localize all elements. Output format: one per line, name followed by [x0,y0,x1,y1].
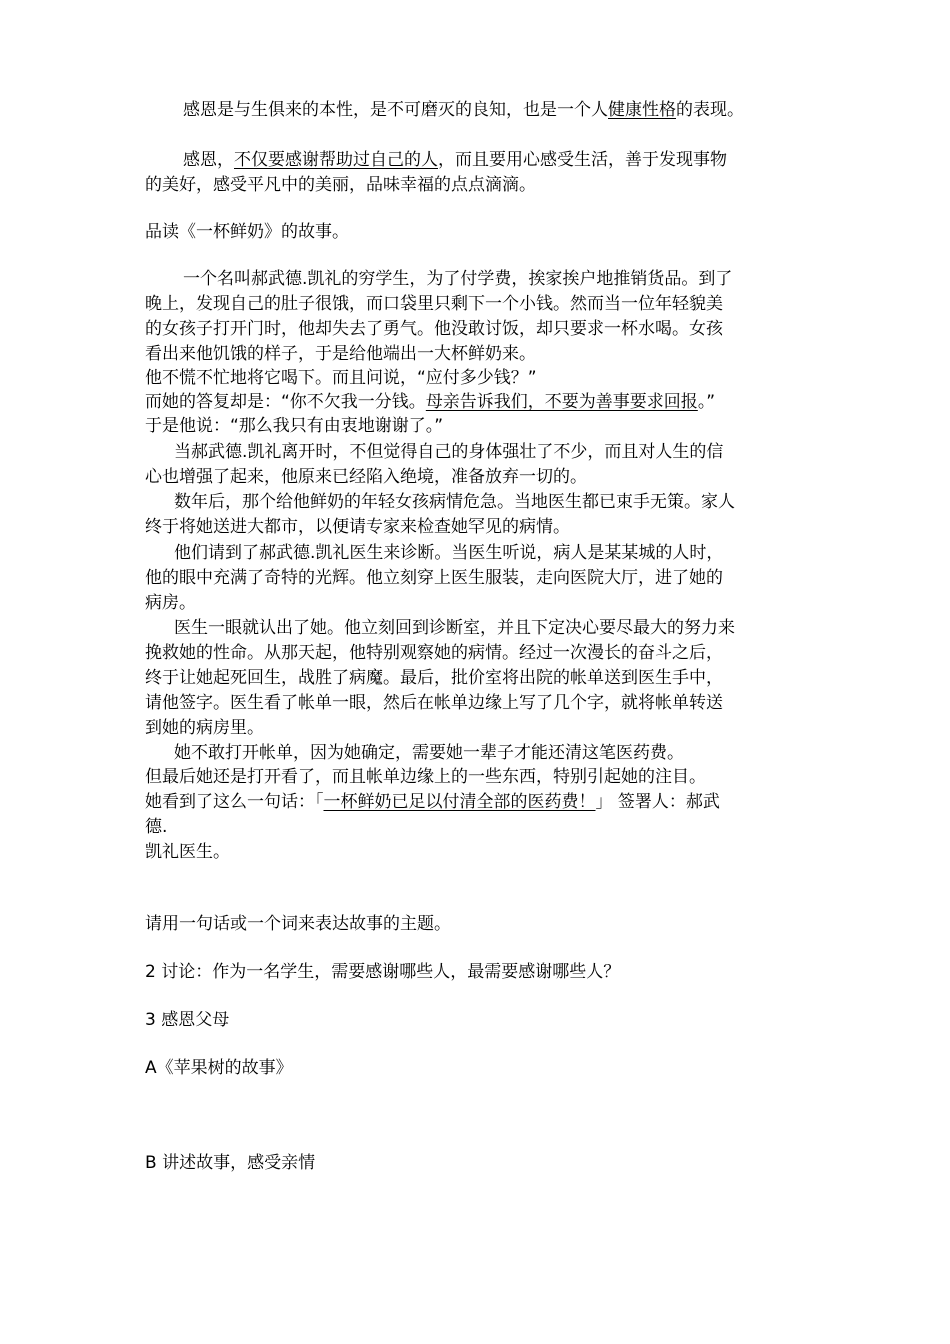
paragraph-gratitude-line-2: 的美好，感受平凡中的美丽，品味幸福的点点滴滴。 [145,175,536,195]
story-line: 德. [145,817,168,837]
text: 。” [697,392,716,412]
question-discussion: 2 讨论：作为一名学生，需要感谢哪些人，最需要感谢哪些人？ [145,962,621,982]
underlined-text: 一杯鲜奶已足以付清全部的医药费！ [323,792,596,812]
story-line: 晚上，发现自己的肚子很饿，而口袋里只剩下一个小钱。然而当一位年轻貌美 [145,294,723,314]
text: 」 签署人：郝武 [595,792,720,812]
story-line: 但最后她还是打开看了，而且帐单边缘上的一些东西，特别引起她的注目。 [145,767,706,787]
story-line: 病房。 [145,593,196,613]
story-line: 请他签字。医生看了帐单一眼，然后在帐单边缘上写了几个字，就将帐单转送 [145,693,723,713]
question-theme: 请用一句话或一个词来表达故事的主题。 [145,914,451,934]
story-line: 挽救她的性命。从那天起，他特别观察她的病情。经过一次漫长的奋斗之后， [145,643,723,663]
story-line: 他们请到了郝武德.凯礼医生来诊断。当医生听说，病人是某某城的人时， [174,543,724,563]
story-line: 心也增强了起来，他原来已经陷入绝境，准备放弃一切的。 [145,467,587,487]
text: 感恩是与生俱来的本性，是不可磨灭的良知，也是一个人 [183,100,608,120]
paragraph-gratitude-line-1 [183,148,853,172]
story-line: 数年后，那个给他鲜奶的年轻女孩病情危急。当地医生都已束手无策。家人 [174,492,735,512]
underlined-text: 健康性格 [608,100,676,120]
story-line [145,390,815,414]
underlined-text: 不仅要感谢帮助过自己的人 [234,150,438,170]
story-line: 的女孩子打开门时，他却失去了勇气。他没敢讨饭，却只要求一杯水喝。女孩 [145,319,723,339]
story-line: 医生一眼就认出了她。他立刻回到诊断室，并且下定决心要尽最大的努力来 [174,618,735,638]
text: ，而且要用心感受生活，善于发现事物 [438,150,727,170]
story-line: 看出来他饥饿的样子，于是给他端出一大杯鲜奶来。 [145,344,536,364]
story-line: 凯礼医生。 [145,842,230,862]
story-line: 他不慌不忙地将它喝下。而且问说，“应付多少钱？” [145,368,537,388]
story-line: 他的眼中充满了奇特的光辉。他立刻穿上医生服装，走向医院大厅，进了她的 [145,568,723,588]
story-line: 当郝武德.凯礼离开时，不但觉得自己的身体强壮了不少，而且对人生的信 [174,442,724,462]
story-heading: 品读《一杯鲜奶》的故事。 [145,222,349,242]
paragraph-intro [183,98,853,122]
story-line: 终于将她送进大都市，以便请专家来检查她罕见的病情。 [145,517,570,537]
story-line: 终于让她起死回生，战胜了病魔。最后，批价室将出院的帐单送到医生手中， [145,668,723,688]
text: 感恩， [183,150,234,170]
text: 她看到了这么一句话：「 [145,792,324,812]
underlined-text: 母亲告诉我们，不要为善事要求回报 [425,392,698,412]
item-tell-story: B 讲述故事，感受亲情 [145,1153,316,1173]
story-line: 她不敢打开帐单，因为她确定，需要她一辈子才能还清这笔医药费。 [174,743,684,763]
text: 而她的答复却是：“你不欠我一分钱。 [145,392,426,412]
story-line: 于是他说：“那么我只有由衷地谢谢了。” [145,416,444,436]
text: 的表现。 [676,100,744,120]
section-thank-parents: 3 感恩父母 [145,1010,230,1030]
story-line: 一个名叫郝武德.凯礼的穷学生，为了付学费，挨家挨户地推销货品。到了 [183,269,733,289]
story-line [145,790,815,814]
item-apple-tree-story: A《苹果树的故事》 [145,1058,293,1078]
story-line: 到她的病房里。 [145,718,264,738]
